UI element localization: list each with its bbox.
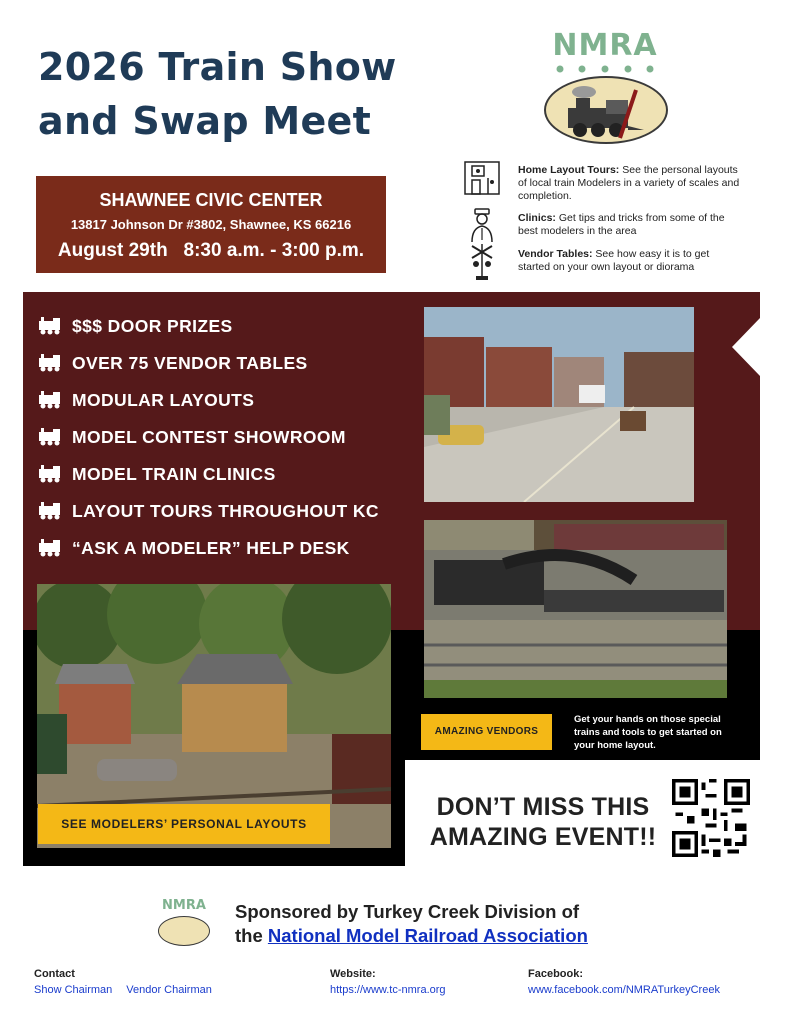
vendors-description: Get your hands on those special trains and tools to get started on your home layout. bbox=[574, 714, 722, 751]
railroad-crossing-icon bbox=[462, 242, 502, 282]
contact-label: Contact bbox=[34, 968, 75, 980]
qr-code-icon[interactable] bbox=[672, 779, 750, 857]
feature-title: Home Layout Tours: bbox=[518, 164, 620, 176]
venue-datetime bbox=[36, 240, 386, 262]
website-link[interactable]: https://www.tc-nmra.org bbox=[330, 984, 446, 996]
venue-address: 13817 Johnson Dr #3802, Shawnee, KS 66216 bbox=[70, 217, 352, 232]
conductor-icon bbox=[462, 206, 502, 246]
list-item bbox=[38, 312, 418, 349]
facebook-label: Facebook: bbox=[528, 968, 584, 980]
nmra-logo-text: NMRA bbox=[552, 28, 658, 63]
cta-line-2: AMAZING EVENT!! bbox=[429, 823, 657, 851]
locomotive-emblem-small-icon bbox=[158, 916, 210, 946]
feature-title: Clinics: bbox=[518, 212, 556, 224]
train-icon bbox=[38, 317, 62, 335]
title-line-1: 2026 Train Show bbox=[38, 45, 397, 89]
venue-box bbox=[36, 176, 386, 273]
cta-line-1: DON’T MISS THIS bbox=[436, 793, 650, 821]
list-item bbox=[38, 460, 418, 497]
feature-clinics bbox=[462, 212, 742, 238]
train-icon bbox=[38, 502, 62, 520]
highlight-text: $$$ DOOR PRIZES bbox=[72, 316, 233, 336]
highlight-text: LAYOUT TOURS THROUGHOUT KC bbox=[72, 501, 379, 521]
facebook-link[interactable]: www.facebook.com/NMRATurkeyCreek bbox=[528, 984, 720, 996]
sponsor-text bbox=[235, 900, 665, 948]
highlight-text: “ASK A MODELER” HELP DESK bbox=[72, 538, 350, 558]
nmra-logo bbox=[540, 28, 670, 146]
list-item bbox=[38, 386, 418, 423]
sponsor-line-1: Sponsored by Turkey Creek Division of bbox=[235, 901, 580, 922]
show-chairman-link[interactable]: Show Chairman bbox=[34, 984, 113, 996]
city-layout-photo bbox=[424, 307, 694, 502]
event-date: August 29th bbox=[57, 240, 168, 261]
feature-home-layout-tours bbox=[462, 164, 742, 203]
feature-vendor-tables bbox=[462, 248, 742, 274]
sponsor-prefix: the bbox=[235, 925, 268, 946]
highlights-list bbox=[38, 312, 418, 571]
footer-facebook bbox=[528, 968, 720, 996]
website-label: Website: bbox=[330, 968, 376, 980]
call-to-action bbox=[418, 792, 668, 852]
highlight-text: MODEL CONTEST SHOWROOM bbox=[72, 427, 346, 447]
nmra-link[interactable]: National Model Railroad Association bbox=[267, 925, 588, 946]
list-item bbox=[38, 497, 418, 534]
highlight-text: OVER 75 VENDOR TABLES bbox=[72, 353, 308, 373]
list-item bbox=[38, 423, 418, 460]
feature-text: See how easy it is to get started on your own layout or diorama bbox=[518, 248, 710, 273]
train-icon bbox=[38, 391, 62, 409]
nmra-small-logo-text: NMRA bbox=[162, 898, 206, 913]
amazing-vendors-button[interactable]: AMAZING VENDORS bbox=[421, 714, 552, 750]
contact-links bbox=[34, 984, 226, 996]
venue-name: SHAWNEE CIVIC CENTER bbox=[99, 190, 323, 210]
crane-car-photo bbox=[424, 520, 727, 698]
highlight-text: MODULAR LAYOUTS bbox=[72, 390, 255, 410]
feature-text: Get tips and tricks from some of the best modelers in the area bbox=[518, 212, 725, 237]
locomotive-emblem-icon bbox=[544, 76, 668, 144]
logo-dots-icon bbox=[552, 64, 658, 74]
train-icon bbox=[38, 465, 62, 483]
event-title bbox=[38, 40, 438, 148]
vendor-chairman-link[interactable]: Vendor Chairman bbox=[126, 984, 212, 996]
train-icon bbox=[38, 539, 62, 557]
footer-contact bbox=[34, 968, 226, 996]
building-icon bbox=[462, 158, 502, 198]
list-item bbox=[38, 349, 418, 386]
event-time: 8:30 a.m. - 3:00 p.m. bbox=[183, 240, 365, 261]
highlight-text: MODEL TRAIN CLINICS bbox=[72, 464, 276, 484]
feature-text: See the personal layouts of local train Modelers in a variety of scales and completion. bbox=[518, 164, 740, 202]
band-notch bbox=[732, 318, 760, 376]
title-line-2: and Swap Meet bbox=[38, 99, 372, 143]
list-item bbox=[38, 534, 418, 571]
footer-website bbox=[330, 968, 446, 996]
nmra-small-logo bbox=[154, 898, 214, 948]
feature-title: Vendor Tables: bbox=[518, 248, 593, 260]
sponsor-line-2 bbox=[235, 924, 665, 948]
train-icon bbox=[38, 354, 62, 372]
see-layouts-button[interactable]: SEE MODELERS’ PERSONAL LAYOUTS bbox=[38, 804, 330, 844]
train-icon bbox=[38, 428, 62, 446]
